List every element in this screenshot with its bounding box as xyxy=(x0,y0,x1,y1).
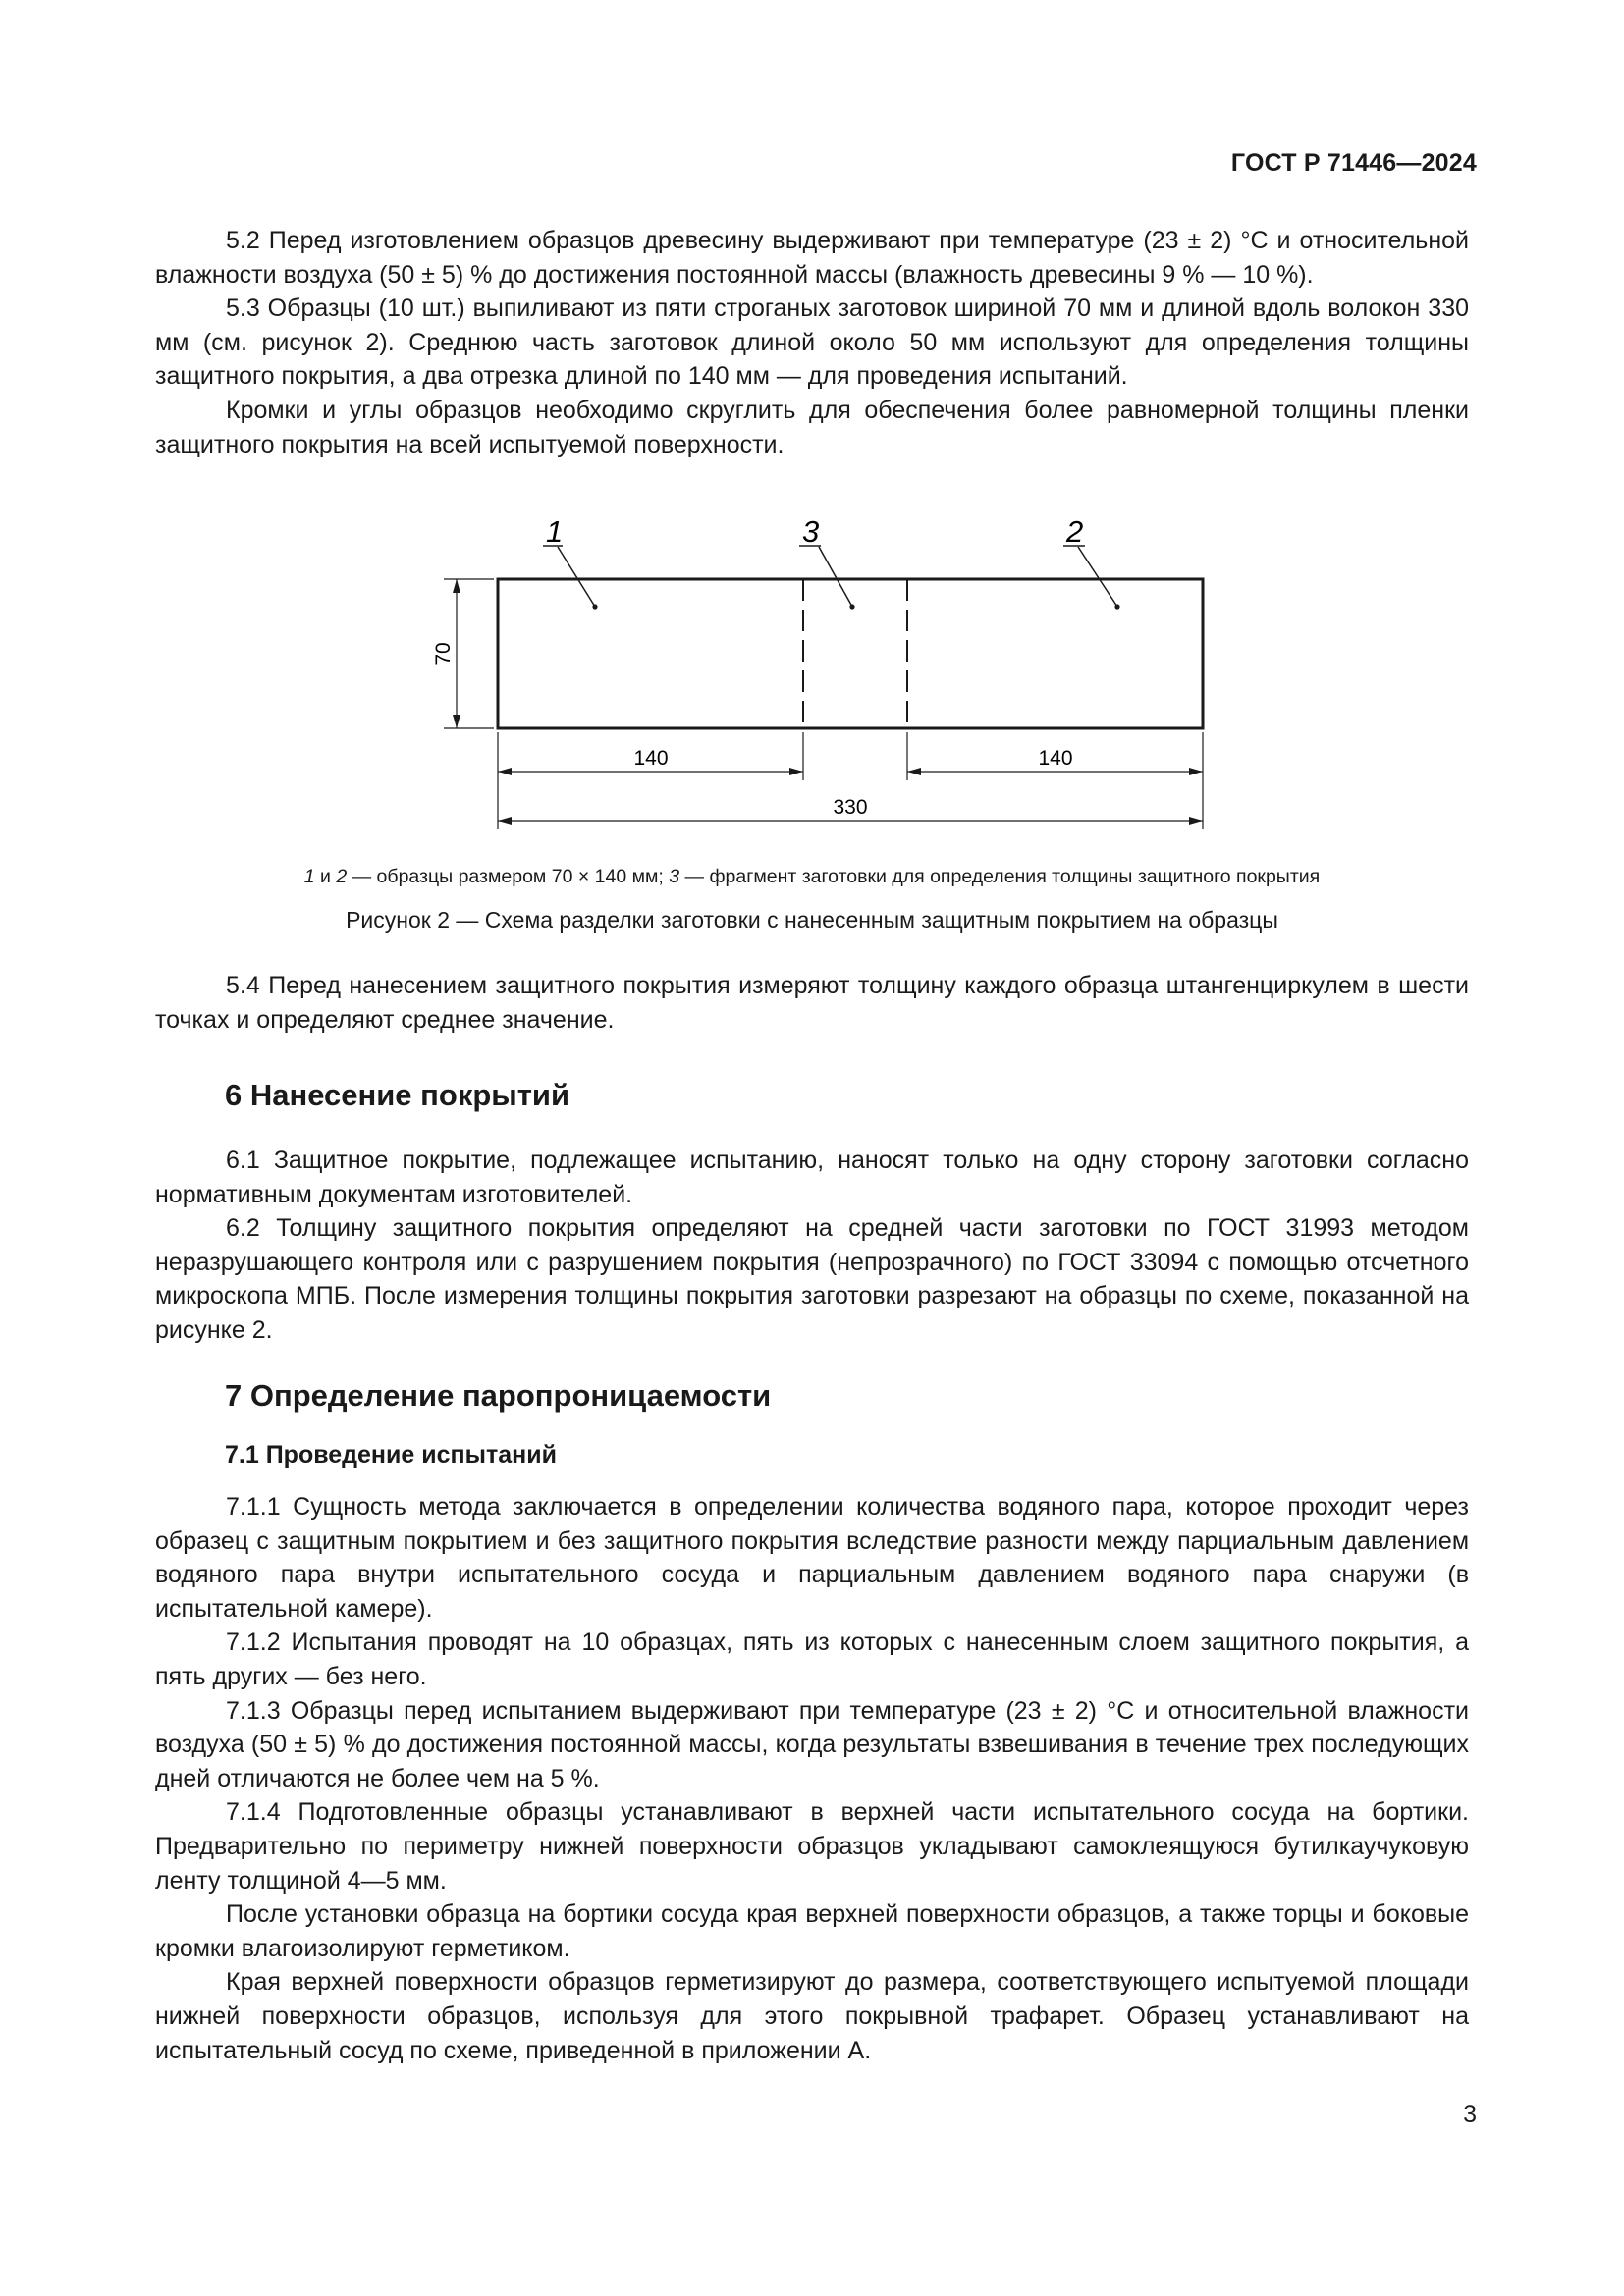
label-3: 3 xyxy=(802,514,820,549)
paragraph-6-1: 6.1 Защитное покрытие, подлежащее испытанию, наносят только на одну сторону заготовки согласно нормативным документам изготовителей. xyxy=(155,1147,1469,1208)
paragraph-5-4: 5.4 Перед нанесением защитного покрытия измеряют толщину каждого образца штангенциркулем в шести точках и определяют среднее значение. xyxy=(155,972,1469,1034)
leader-line-3 xyxy=(819,547,852,607)
dim-140-left-arrow-start xyxy=(498,768,512,775)
document-code: ГОСТ Р 71446—2024 xyxy=(1230,149,1477,177)
section-6-text xyxy=(155,1144,1469,1348)
paragraph-5-4-block xyxy=(155,969,1469,1037)
leader-dot-2 xyxy=(1114,604,1119,609)
legend-text-1: — образцы размером 70 × 140 мм; xyxy=(347,866,670,887)
dim-140-right-arrow-end xyxy=(1189,768,1203,775)
dim-140-left-arrow-end xyxy=(789,768,803,775)
dim-330-value: 330 xyxy=(833,796,868,819)
dim-140-right-arrow-start xyxy=(907,768,921,775)
leader-dot-1 xyxy=(592,604,597,609)
leader-line-2 xyxy=(1078,547,1117,607)
paragraph-7-1-1: 7.1.1 Сущность метода заключается в определении количества водяного пара, которое проходит через образец с защитным покрытием и без защитного покрытия вследствие разности между парциальным давлением водяного пара внутри испытательного сосуда и парциальным давлением водяного пара снаружи (в испытательной камере). xyxy=(155,1493,1469,1623)
legend-num-2: 2 xyxy=(336,866,348,887)
paragraph-5-3-edges: Кромки и углы образцов необходимо скруглить для обеспечения более равномерной толщины пленки защитного покрытия на всей испытуемой поверхности. xyxy=(155,396,1469,458)
paragraph-7-1-2: 7.1.2 Испытания проводят на 10 образцах, пять из которых с нанесенным слоем защитного покрытия, а пять других — без него. xyxy=(155,1629,1469,1690)
paragraph-6-2: 6.2 Толщину защитного покрытия определяют на средней части заготовки по ГОСТ 31993 методом неразрушающего контроля или с разрушением покрытия (непрозрачного) по ГОСТ 33094 с помощью отсчетного микроскопа МПБ. После измерения толщины покрытия заготовки разрезают на образцы по схеме, показанной на рисунке 2. xyxy=(155,1214,1469,1344)
dim-140-right-value: 140 xyxy=(1038,747,1073,770)
label-2: 2 xyxy=(1066,514,1084,549)
board-outline xyxy=(498,579,1203,728)
page-number: 3 xyxy=(1463,2101,1477,2128)
figure-caption: Рисунок 2 — Схема разделки заготовки с нанесенным защитным покрытием на образцы xyxy=(346,907,1278,933)
paragraph-7-1-4: 7.1.4 Подготовленные образцы устанавливают в верхней части испытательного сосуда на бортики. Предварительно по периметру нижней поверхности образцов укладывают самоклеящуюся бутилкаучуковую ленту толщиной 4—5 мм. xyxy=(155,1798,1469,1895)
dim-330-arrow-start xyxy=(498,817,512,825)
legend-text-2: — фрагмент заготовки для определения толщины защитного покрытия xyxy=(679,866,1321,887)
dim-70-arrow-bottom xyxy=(453,715,460,728)
legend-and: и xyxy=(314,866,337,887)
paragraph-7-1-4-sealing: После установки образца на бортики сосуда края верхней поверхности образцов, а также торцы и боковые кромки влагоизолируют герметиком. xyxy=(155,1900,1469,1962)
dim-140-left-value: 140 xyxy=(633,747,669,770)
dim-330-arrow-end xyxy=(1189,817,1203,825)
dim-70-value: 70 xyxy=(432,642,455,666)
legend-num-3: 3 xyxy=(669,866,680,887)
figure-2-scheme xyxy=(0,0,1624,864)
paragraph-5-3: 5.3 Образцы (10 шт.) выпиливают из пяти строганых заготовок шириной 70 мм и длиной вдоль волокон 330 мм (см. рисунок 2). Среднюю часть заготовок длиной около 50 мм используют для определения толщины защитного покрытия, а два отрезка длиной по 140 мм — для проведения испытаний. xyxy=(155,294,1469,391)
subsection-7-1-title: 7.1 Проведение испытаний xyxy=(225,1441,557,1468)
leader-dot-3 xyxy=(849,604,854,609)
legend-num-1: 1 xyxy=(303,866,315,887)
section-7-title: 7 Определение паропроницаемости xyxy=(225,1378,772,1413)
paragraph-7-1-3: 7.1.3 Образцы перед испытанием выдерживают при температуре (23 ± 2) °С и относительной влажности воздуха (50 ± 5) % до достижения постоянной массы, когда результаты взвешивания в течение трех последующих дней отличаются не более чем на 5 %. xyxy=(155,1696,1469,1792)
section-7-text xyxy=(155,1490,1469,2067)
dim-70-arrow-top xyxy=(453,579,460,593)
paragraph-7-1-4-stencil: Края верхней поверхности образцов герметизируют до размера, соответствующего испытуемой площади нижней поверхности образцов, используя для этого покрывной трафарет. Образец устанавливают на испытательный сосуд по схеме, приведенной в приложении А. xyxy=(155,1968,1469,2064)
figure-legend xyxy=(155,864,1469,889)
paragraph-5-2: 5.2 Перед изготовлением образцов древесину выдерживают при температуре (23 ± 2) °С и относительной влажности воздуха (50 ± 5) % до достижения постоянной массы (влажность древесины 9 % — 10 %). xyxy=(155,227,1469,289)
section-6-title: 6 Нанесение покрытий xyxy=(225,1078,570,1112)
label-1: 1 xyxy=(546,514,564,549)
leader-line-1 xyxy=(558,547,595,607)
